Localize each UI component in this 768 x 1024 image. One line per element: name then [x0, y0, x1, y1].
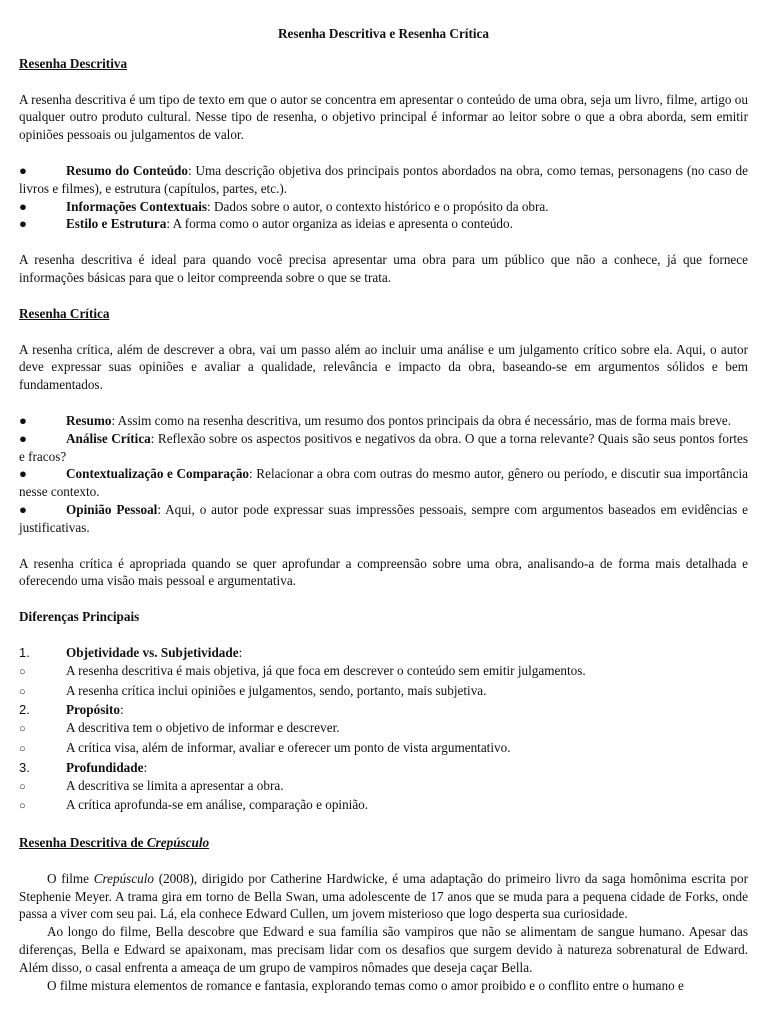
heading-film-title: Crepúsculo [146, 835, 210, 851]
list-item-text: : Assim como na resenha descritiva, um resumo dos pontos principais da obra é necessário, mas de forma mais breve. [111, 412, 732, 428]
sub-list-item [19, 662, 748, 682]
sub-list-item [19, 796, 748, 816]
sub-list-item-text: A descritiva tem o objetivo de informar e descrever. [66, 720, 340, 736]
film-title: Crepúsculo [93, 870, 155, 886]
list-item-term: Opinião Pessoal [66, 501, 158, 517]
list-item-term: Estilo e Estrutura [66, 216, 167, 232]
sub-list-item [19, 739, 748, 759]
text-run: O filme [47, 870, 94, 886]
section-heading-diferencas: Diferenças Principais [19, 609, 140, 625]
bullet-marker: ● [19, 430, 27, 446]
list-item [19, 198, 748, 216]
document-title: Resenha Descritiva e Resenha Crítica [278, 26, 489, 41]
section-heading-descritiva: Resenha Descritiva [19, 55, 128, 71]
list-item-text: : Reflexão sobre os aspectos positivos e negativos da obra. O que a torna relevante? Quais são seus pontos fortes e fracos? [19, 430, 748, 464]
list-item [19, 162, 748, 198]
circle-bullet-marker: ○ [19, 685, 26, 698]
circle-bullet-marker: ○ [19, 665, 26, 678]
section-heading-critica: Resenha Crítica [19, 305, 110, 321]
section-heading-crepusculo [19, 834, 748, 852]
list-item-term: Objetividade vs. Subjetividade [66, 644, 239, 660]
circle-bullet-marker: ○ [19, 800, 26, 813]
list-item [19, 412, 748, 430]
list-item-text: : Relacionar a obra com outras do mesmo autor, gênero ou período, e discutir sua importância nesse contexto. [19, 466, 749, 500]
list-item-text: : A forma como o autor organiza as ideias e apresenta o conteúdo. [166, 216, 513, 232]
sub-list-item [19, 777, 748, 797]
list-item-term: Propósito [66, 702, 120, 718]
list-item [19, 501, 748, 537]
list-item-text: : Aqui, o autor pode expressar suas impressões pessoais, sempre com argumentos baseados em evidências e justificativas. [19, 501, 748, 535]
heading-prefix: Resenha Descritiva de [19, 835, 147, 851]
circle-bullet-marker: ○ [19, 780, 26, 793]
list-item-term: Resumo do Conteúdo [66, 162, 188, 178]
list-number: 2. [19, 702, 30, 718]
numbered-item: 2. Propósito: [19, 702, 124, 718]
list-item-term: Informações Contextuais [66, 198, 208, 214]
paragraph-closing-descritiva: A resenha descritiva é ideal para quando você precisa apresentar uma obra para um público que não a conhece, já que fornece informações básicas para que o leitor compreenda sobre o que se trata. [19, 252, 748, 285]
paragraph-crepusculo-1 [19, 870, 748, 923]
circle-bullet-marker: ○ [19, 742, 26, 755]
list-number: 1. [19, 644, 30, 660]
circle-bullet-marker: ○ [19, 723, 26, 736]
bullet-marker: ● [19, 466, 27, 482]
sub-list-item-text: A crítica visa, além de informar, avaliar e oferecer um ponto de vista argumentativo. [66, 739, 511, 755]
list-item-term: Profundidade [66, 759, 144, 775]
list-item [19, 215, 748, 233]
paragraph-closing-critica: A resenha crítica é apropriada quando se quer aprofundar a compreensão sobre uma obra, analisando-a de forma mais detalhada e oferecendo uma visão mais pessoal e argumentativa. [19, 555, 748, 589]
bullet-marker: ● [19, 412, 27, 428]
sub-list-item-text: A resenha descritiva é mais objetiva, já que foca em descrever o conteúdo sem emitir julgamentos. [66, 662, 586, 678]
numbered-item: 3. Profundidade: [19, 759, 148, 775]
paragraph-crepusculo-2: Ao longo do filme, Bella descobre que Edward e sua família são vampiros que não se alimentam de sangue humano. Apesar das diferenças, Bella e Edward se apaixonam, mas precisam lidar com os desafios que surgem devido à natureza sobrenatural de Edward. Além disso, o casal enfrenta a ameaça de um grupo de vampiros nômades que deseja caçar Bella. [19, 924, 748, 975]
numbered-item: 1. Objetividade vs. Subjetividade: [19, 644, 243, 660]
sub-list-item-text: A crítica aprofunda-se em análise, comparação e opinião. [66, 797, 369, 813]
list-number: 3. [19, 759, 30, 775]
list-item-term: Análise Crítica [66, 430, 151, 446]
text-run: (2008), dirigido por Catherine Hardwicke, é uma adaptação do primeiro livro da saga homônima escrita por Stephenie Meyer. A trama gira em torno de Bella Swan, uma adolescente de 17 anos que se muda para a pequena cidade de Forks, onde passa a viver com seu pai. Lá, ela conhece Edward Cullen, um jovem misterioso que logo desperta sua curiosidade. [19, 870, 748, 922]
paragraph-intro-descritiva: A resenha descritiva é um tipo de texto em que o autor se concentra em apresentar o conteúdo de uma obra, seja um livro, filme, artigo ou qualquer outro produto cultural. Nesse tipo de resenha, o objetivo principal é informar ao leitor sobre o que a obra aborda, sem emitir opiniões pessoais ou julgamentos de valor. [19, 91, 748, 143]
paragraph-crepusculo-3: O filme mistura elementos de romance e fantasia, explorando temas como o amor proibido e o conflito entre o humano e [47, 977, 684, 993]
sub-list-item-text: A descritiva se limita a apresentar a obra. [66, 777, 284, 793]
list-item [19, 430, 748, 466]
list-item-text: : Uma descrição objetiva dos principais pontos abordados na obra, como temas, personagens (no caso de livros e filmes), e estrutura (capítulos, partes, etc.). [19, 162, 749, 196]
sub-list-item [19, 682, 748, 702]
list-item-term: Resumo [66, 412, 112, 428]
sub-list-item-text: A resenha crítica inclui opiniões e julgamentos, sendo, portanto, mais subjetiva. [66, 682, 487, 698]
paragraph-intro-critica: A resenha crítica, além de descrever a obra, vai um passo além ao incluir uma análise e um julgamento crítico sobre ela. Aqui, o autor deve expressar suas opiniões e avaliar a qualidade, relevância e impacto da obra, baseando-se em argumentos sólidos e bem fundamentados. [19, 341, 748, 393]
list-item [19, 465, 748, 501]
bullet-marker: ● [19, 216, 27, 232]
list-item-text: : Dados sobre o autor, o contexto histórico e o propósito da obra. [207, 198, 549, 214]
bullet-marker: ● [19, 162, 27, 178]
list-item-term: Contextualização e Comparação [66, 466, 250, 482]
sub-list-item [19, 719, 748, 739]
bullet-marker: ● [19, 198, 27, 214]
bullet-marker: ● [19, 501, 27, 517]
